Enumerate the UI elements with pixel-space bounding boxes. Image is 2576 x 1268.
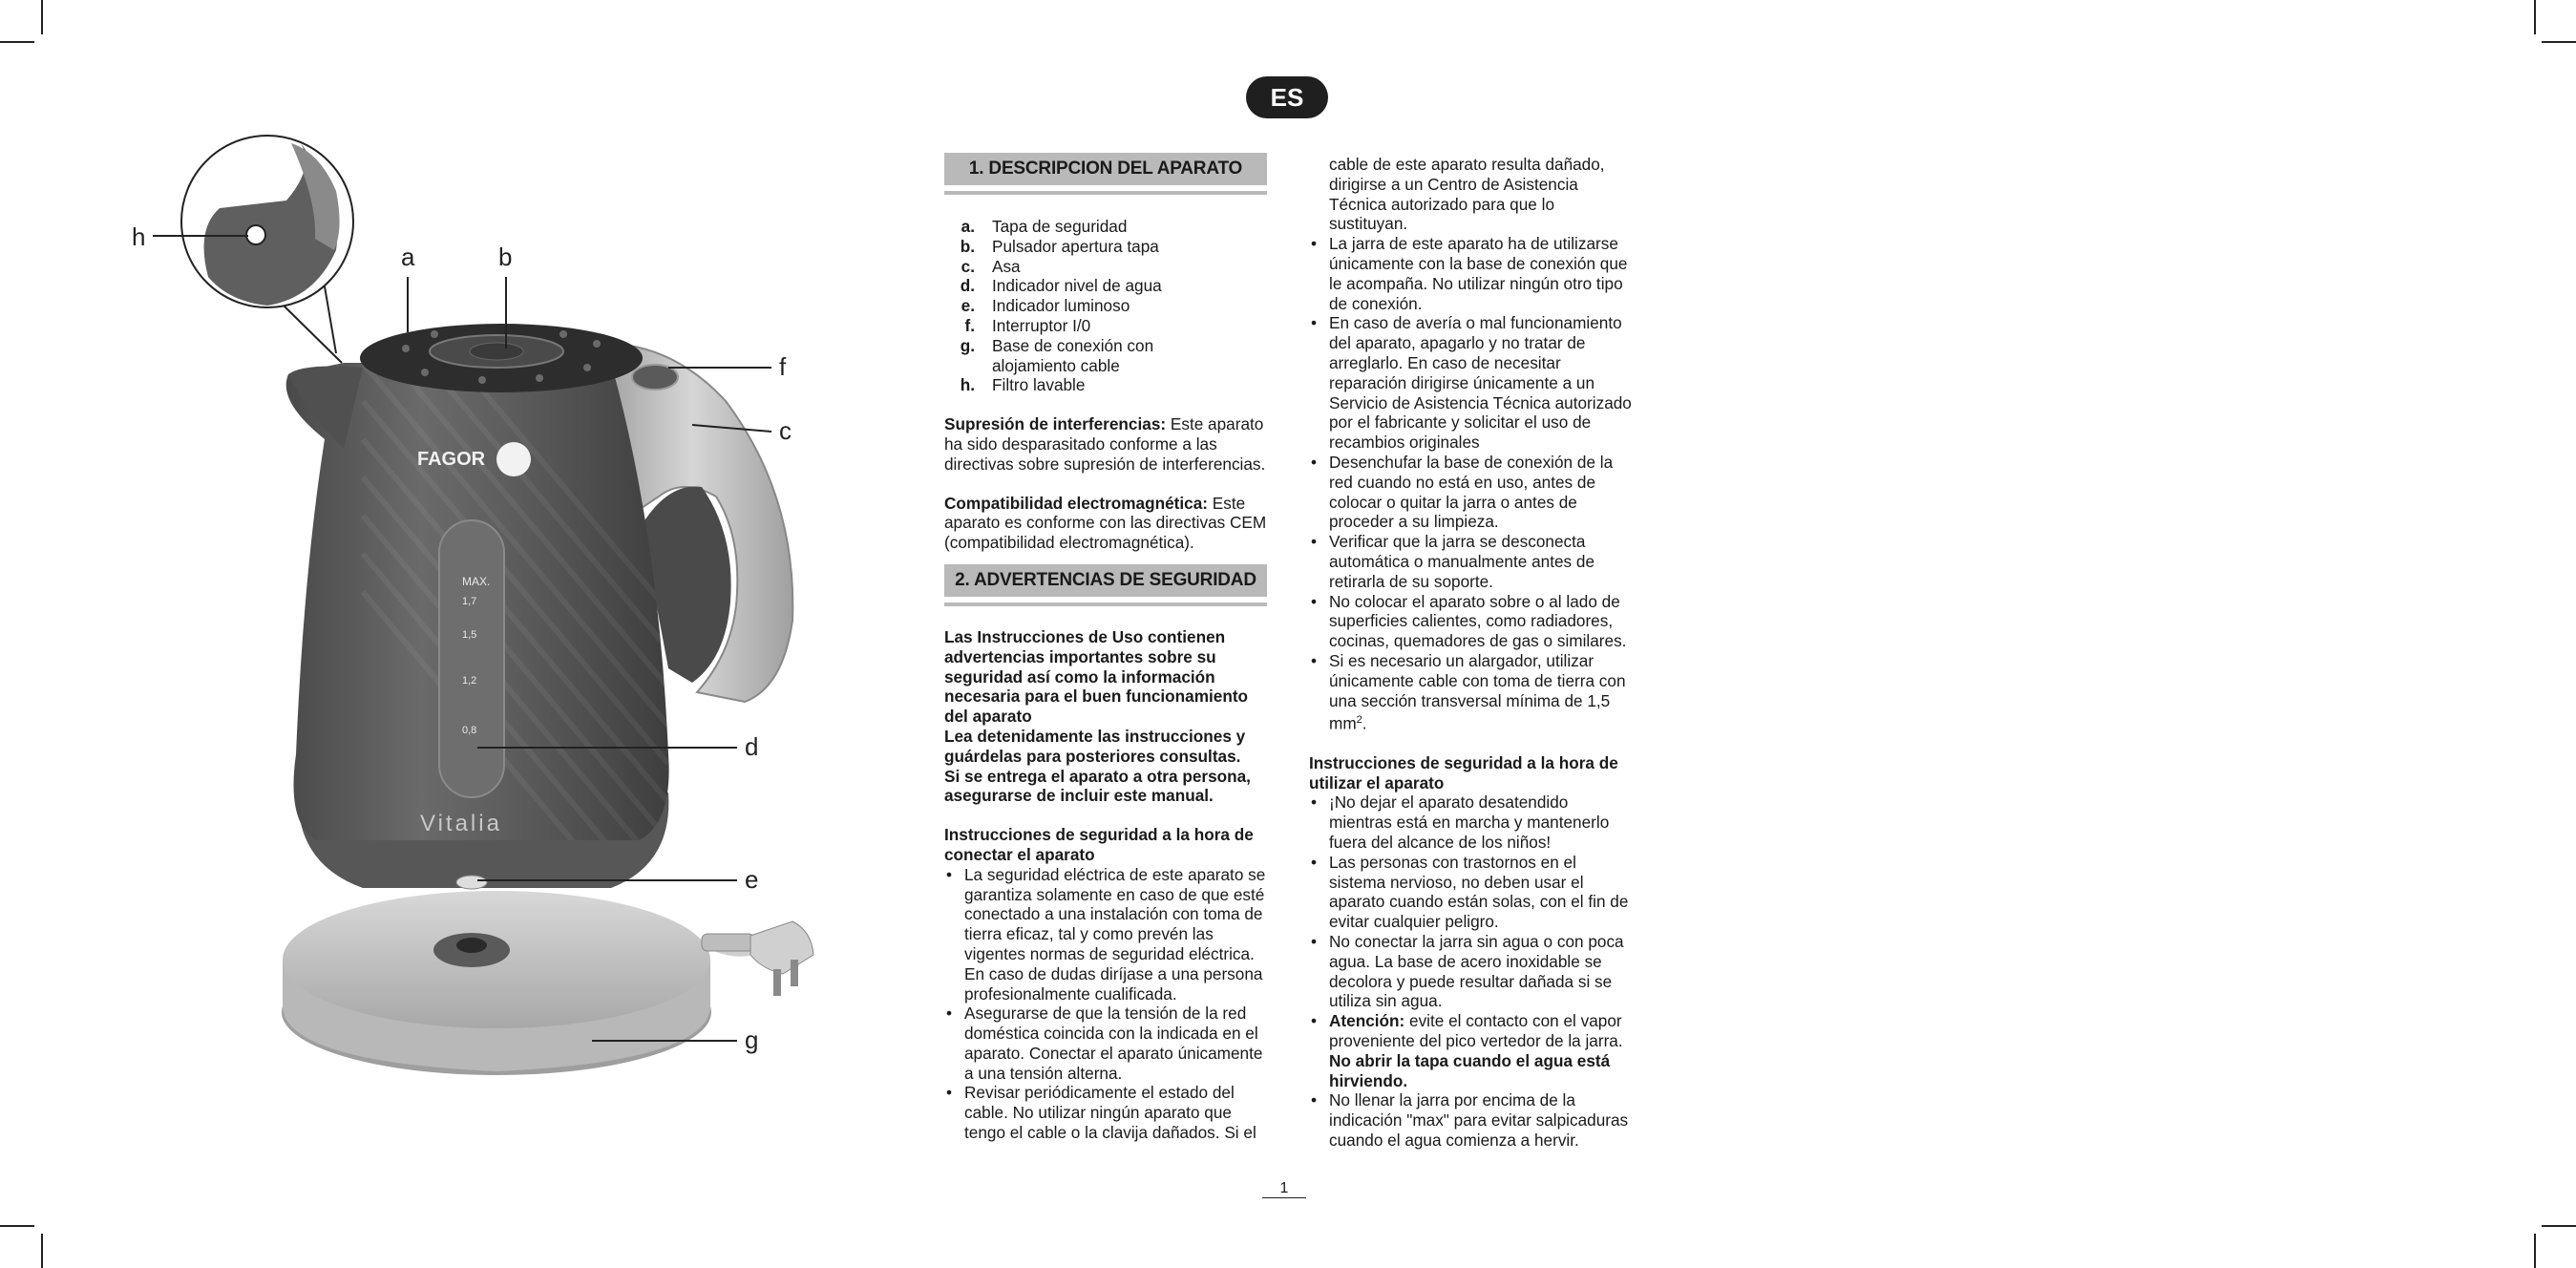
use-list <box>1309 792 1636 1150</box>
connect-list <box>944 865 1267 1143</box>
text-column-2 <box>1309 155 1636 1151</box>
label-h: h <box>132 222 146 251</box>
crop-mark <box>2542 1225 2576 1227</box>
list-item: b. Pulsador apertura tapa <box>960 236 1159 256</box>
list-item: • Verificar que la jarra se desconecta automática o manualmente antes de retirarla de su soporte. <box>1309 532 1636 591</box>
list-item: c. Asa <box>961 256 1021 276</box>
list-item: g. Base de conexión con alojamiento cable <box>960 335 1154 375</box>
list-item: h. Filtro lavable <box>960 375 1086 395</box>
list-item: • Si es necesario un alargador, utilizar únicamente cable con toma de tierra con una sección transversal mínima de 1,5 $mm^2$. <box>1309 651 1636 734</box>
brand-logo: FAGOR <box>417 449 486 470</box>
use-subtitle: Instrucciones de seguridad a la hora de utilizar el aparato <box>1309 752 1618 792</box>
base-connector-core <box>456 938 487 953</box>
list-item: • ¡No dejar el aparato desatendido mientras está en marcha y mantenerlo fuera del alcance de los niños! <box>1309 792 1636 852</box>
list-item: • La jarra de este aparato ha de utilizarse únicamente con la base de conexión que le acompaña. No utilizar ningún otro tipo de conexión. <box>1309 234 1636 313</box>
list-item: d. Indicador nivel de agua <box>960 276 1162 296</box>
intro-paragraph: Las Instrucciones de Uso contienen advertencias importantes sobre su seguridad así como la información necesaria para el buen funcionamiento del aparato Lea detenidamente las instrucciones y guárdelas para posteriores consultas. Si se entrega el aparato a otra persona, asegurarse de incluir este manual. <box>944 626 1251 806</box>
indicator-light <box>456 876 487 889</box>
brand-logo-mark <box>496 442 531 476</box>
section-2-title: 2. ADVERTENCIAS DE SEGURIDAD <box>944 564 1267 597</box>
gauge-1-7: 1,7 <box>462 596 477 607</box>
gauge-1-5: 1,5 <box>462 629 477 641</box>
plug-icon <box>750 921 813 974</box>
list-item: f. Interruptor I/0 <box>964 315 1091 335</box>
cord-spring <box>702 934 754 951</box>
list-item: a. Tapa de seguridad <box>961 217 1128 236</box>
language-badge: ES <box>1246 76 1328 118</box>
list-item: • No llenar la jarra por encima de la indicación "max" para evitar salpicaduras cuando el agua comienza a hervir. <box>1309 1090 1636 1150</box>
list-item: • La seguridad eléctrica de este aparato se garantiza solamente en caso de que esté conectado a una instalación con toma de tierra eficaz, tal y como prevén las vigentes normas de seguridad eléctrica. En caso de dudas diríjase a una persona profesionalmente cualificada. <box>944 865 1267 1004</box>
label-e: e <box>745 865 759 894</box>
crop-mark <box>2534 1234 2536 1268</box>
plug-pin <box>773 969 781 996</box>
zoom-connector <box>325 286 336 353</box>
label-b: b <box>498 243 513 271</box>
label-g: g <box>745 1025 759 1054</box>
list-item: • Asegurarse de que la tensión de la red doméstica coincida con la indicada en el aparato. Conectar el aparato únicamente a una tensión alterna. <box>944 1004 1267 1083</box>
text-column-1 <box>944 153 1267 1143</box>
list-item: e. Indicador luminoso <box>961 296 1130 316</box>
list-item: • No conectar la jarra sin agua o con poca agua. La base de acero inoxidable se decolora y puede resultar dañada si se utiliza sin agua. <box>1309 932 1636 1011</box>
crop-mark <box>2534 0 2536 34</box>
parts-list <box>944 217 1267 395</box>
label-c: c <box>779 416 792 445</box>
page-number: 1 <box>1262 1180 1306 1198</box>
filter-icon <box>246 225 265 244</box>
list-item: • Las personas con trastornos en el sistema nervioso, no deben usar el aparato cuando están solas, con el fin de evitar cualquier peligro. <box>1309 853 1636 932</box>
list-item: • Desenchufar la base de conexión de la red cuando no está en uso, antes de colocar o quitar la jarra o antes de proceder a su limpieza. <box>1309 453 1636 532</box>
crop-mark <box>2542 41 2576 43</box>
kettle-illustration <box>0 0 859 1108</box>
gauge-max: MAX. <box>462 575 491 588</box>
label-d: d <box>745 732 759 761</box>
crop-mark <box>0 1225 34 1227</box>
label-f: f <box>779 352 787 381</box>
lid-button-center <box>470 343 523 360</box>
gauge-0-8: 0,8 <box>462 725 477 736</box>
label-a: a <box>401 243 415 271</box>
list-item: • En caso de avería o mal funcionamiento del aparato, apagarlo y no tratar de arreglarlo. En caso de necesitar reparación dirigirse únicamente a un Servicio de Asistencia Técnica autorizado por el fabricante y solicitar el uso de recambios originales <box>1309 313 1636 453</box>
connect-subtitle: Instrucciones de seguridad a la hora de conectar el aparato <box>944 825 1254 864</box>
section-1-rule <box>944 191 1267 195</box>
water-level-window <box>439 520 504 797</box>
list-item: • Atención: evite el contacto con el vapor proveniente del pico vertedor de la jarra. No abrir la tapa cuando el agua está hirviendo. <box>1309 1011 1636 1090</box>
emc-paragraph: Compatibilidad electromagnética: Este aparato es conforme con las directivas CEM (compatibilidad electromagnética). <box>944 493 1267 553</box>
plug-pin <box>791 960 798 986</box>
model-name: Vitalia <box>420 811 502 836</box>
warnings-list <box>1309 234 1636 734</box>
interference-paragraph: Supresión de interferencias: Este aparato ha sido desparasitado conforme a las directivas sobre supresión de interferencias. <box>944 414 1266 474</box>
list-item: • No colocar el aparato sobre o al lado de superficies calientes, como radiadores, cocinas, quemadores de gas o similares. <box>1309 592 1636 651</box>
gauge-1-2: 1,2 <box>462 675 477 687</box>
section-2-rule <box>944 602 1267 606</box>
continuation-text: cable de este aparato resulta dañado, dirigirse a un Centro de Asistencia Técnica autorizado para que lo sustituyan. <box>1329 155 1605 234</box>
section-1-title: 1. DESCRIPCION DEL APARATO <box>944 153 1267 185</box>
crop-mark <box>41 1234 43 1268</box>
list-item: • Revisar periódicamente el estado del cable. No utilizar ningún aparato que tengo el cable o la clavija dañados. Si el <box>944 1083 1267 1142</box>
